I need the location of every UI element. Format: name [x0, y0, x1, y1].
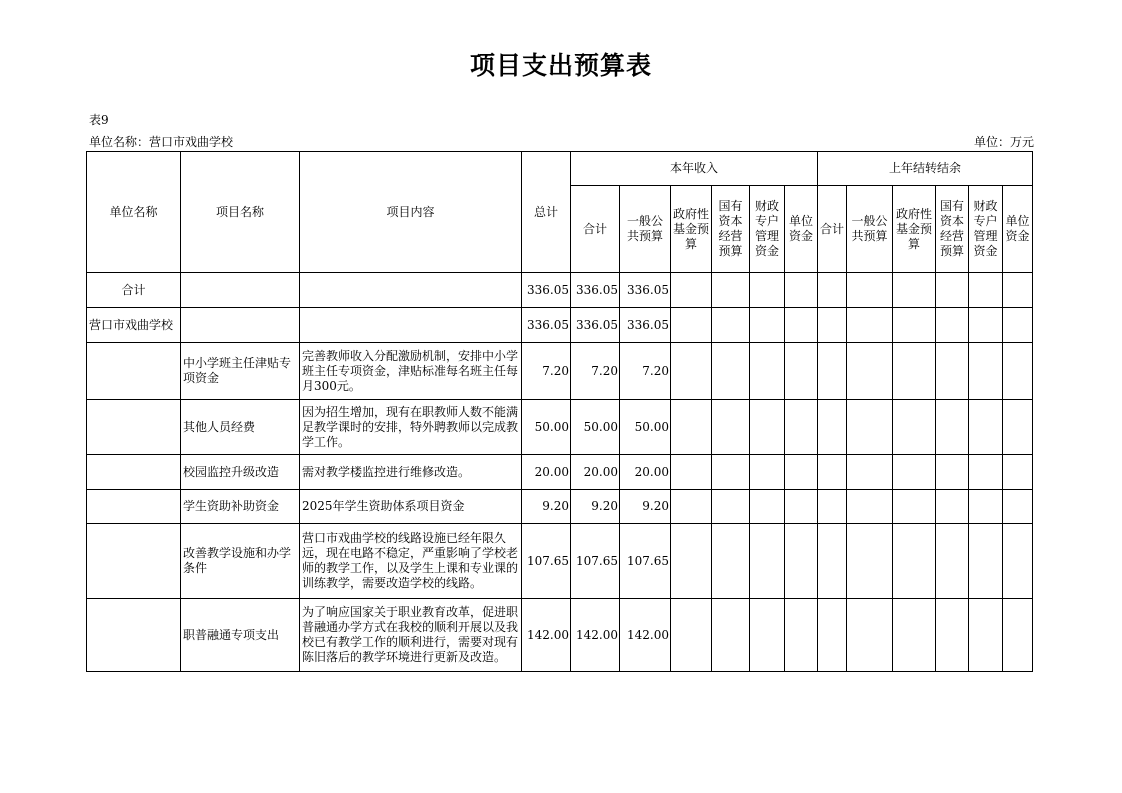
- cell-unit: 营口市戏曲学校: [87, 308, 181, 343]
- cell-unit: [87, 455, 181, 490]
- cell-general: 7.20: [620, 343, 671, 400]
- cell-content: [300, 273, 522, 308]
- cell-content: [300, 308, 522, 343]
- cell-project: 校园监控升级改造: [181, 455, 300, 490]
- cell-subtotal: 7.20: [571, 343, 620, 400]
- table-row: [87, 343, 1033, 400]
- cell-total: 336.05: [522, 308, 571, 343]
- cell-project: [181, 308, 300, 343]
- unit-name-label: 单位名称：营口市戏曲学校: [89, 135, 234, 149]
- header-unit-funds: 单位资金: [785, 186, 818, 273]
- table-row: [87, 273, 1033, 308]
- cell-general: 9.20: [620, 490, 671, 524]
- header-project-name: 项目名称: [181, 152, 300, 273]
- header-state-capital-budget: 国有资本经营预算: [712, 186, 750, 273]
- cell-project: 职普融通专项支出: [181, 599, 300, 672]
- header-carryover-general-public-budget: 一般公共预算: [847, 186, 893, 273]
- cell-subtotal: 20.00: [571, 455, 620, 490]
- header-row-1: [87, 152, 1033, 186]
- cell-total: 142.00: [522, 599, 571, 672]
- cell-content-text: 因为招生增加，现有在职教师人数不能满足教学课时的安排，特外聘教师以完成教学工作。: [302, 404, 519, 449]
- cell-general: 107.65: [620, 524, 671, 599]
- table-row: [87, 599, 1033, 672]
- cell-project: 中小学班主任津贴专项资金: [181, 343, 300, 400]
- budget-table: [86, 151, 1033, 672]
- cell-content: 2025年学生资助体系项目资金: [300, 490, 522, 524]
- cell-general: 336.05: [620, 273, 671, 308]
- cell-general: 20.00: [620, 455, 671, 490]
- cell-subtotal: 336.05: [571, 273, 620, 308]
- header-carryover-gov-fund-budget: 政府性基金预算: [893, 186, 936, 273]
- table-row: [87, 308, 1033, 343]
- cell-project: 学生资助补助资金: [181, 490, 300, 524]
- cell-unit: 合计: [87, 273, 181, 308]
- cell-general: 50.00: [620, 400, 671, 455]
- header-fiscal-special-account: 财政专户管理资金: [750, 186, 785, 273]
- cell-unit: [87, 524, 181, 599]
- cell-content-text: 完善教师收入分配激励机制，安排中小学班主任专项资金，津贴标准每名班主任每月300元。: [302, 348, 519, 393]
- header-current-year-income: 本年收入: [571, 152, 818, 186]
- cell-project: 改善教学设施和办学条件: [181, 524, 300, 599]
- cell-content-text: 营口市戏曲学校的线路设施已经年限久远，现在电路不稳定，严重影响了学校老师的教学工作，以及学生上课和专业课的训练教学，需要改造学校的线路。: [302, 531, 519, 590]
- cell-content: 需对教学楼监控进行维修改造。: [300, 455, 522, 490]
- cell-project: 其他人员经费: [181, 400, 300, 455]
- cell-subtotal: 336.05: [571, 308, 620, 343]
- page-title: 项目支出预算表: [469, 51, 652, 80]
- cell-content: [300, 343, 522, 400]
- cell-unit: [87, 599, 181, 672]
- cell-content-text: 为了响应国家关于职业教育改革，促进职普融通办学方式在我校的顺利开展以及我校已有教学工作的顺利进行，需要对现有陈旧落后的教学环境进行更新及改造。: [302, 605, 519, 664]
- header-gov-fund-budget: 政府性基金预算: [671, 186, 712, 273]
- header-general-public-budget: 一般公共预算: [620, 186, 671, 273]
- header-carryover-subtotal: 合计: [818, 186, 847, 273]
- cell-total: 107.65: [522, 524, 571, 599]
- header-prior-year-carryover: 上年结转结余: [818, 152, 1033, 186]
- header-carryover-unit-funds: 单位资金: [1003, 186, 1033, 273]
- cell-project: [181, 273, 300, 308]
- cell-content: [300, 524, 522, 599]
- cell-total: 7.20: [522, 343, 571, 400]
- table-row: [87, 524, 1033, 599]
- cell-content: [300, 400, 522, 455]
- cell-general: 142.00: [620, 599, 671, 672]
- unit-measure-label: 单位：万元: [973, 135, 1034, 149]
- header-unit-name: 单位名称: [87, 152, 181, 273]
- cell-subtotal: 50.00: [571, 400, 620, 455]
- header-project-content: 项目内容: [300, 152, 522, 273]
- cell-subtotal: 107.65: [571, 524, 620, 599]
- cell-general: 336.05: [620, 308, 671, 343]
- table-number: 表9: [89, 113, 109, 127]
- cell-unit: [87, 343, 181, 400]
- cell-total: 336.05: [522, 273, 571, 308]
- cell-total: 20.00: [522, 455, 571, 490]
- cell-total: 50.00: [522, 400, 571, 455]
- table-row: [87, 400, 1033, 455]
- table-row: [87, 490, 1033, 524]
- header-carryover-state-capital-budget: 国有资本经营预算: [936, 186, 969, 273]
- cell-unit: [87, 490, 181, 524]
- header-total: 总计: [522, 152, 571, 273]
- cell-total: 9.20: [522, 490, 571, 524]
- cell-unit: [87, 400, 181, 455]
- header-carryover-fiscal-special-account: 财政专户管理资金: [969, 186, 1003, 273]
- cell-content: [300, 599, 522, 672]
- header-subtotal: 合计: [571, 186, 620, 273]
- cell-subtotal: 9.20: [571, 490, 620, 524]
- cell-subtotal: 142.00: [571, 599, 620, 672]
- table-row: [87, 455, 1033, 490]
